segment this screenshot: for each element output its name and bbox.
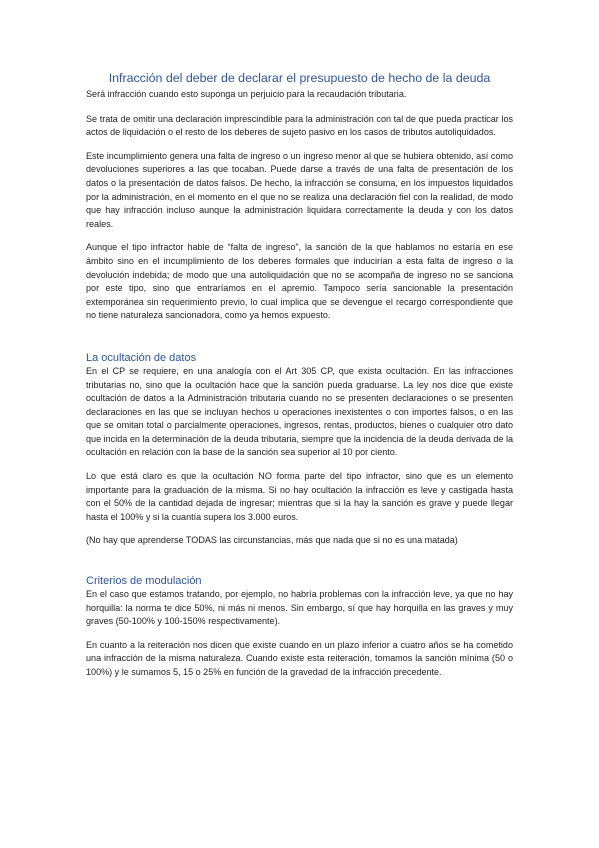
section-heading-criterios: Criterios de modulación (86, 575, 202, 588)
section2-paragraph-2: En cuanto a la reiteración nos dicen que existe cuando en un plazo inferior a cuatro años se ha cometido una infracción de la misma naturaleza. Cuando existe esta reiteración, tomamos la sanción mínima (50 o 100%) y le sumamos 5, 15 o 25% en función de la gravedad de la infracción precedente. (86, 639, 513, 677)
document-title: Infracción del deber de declarar el presupuesto de hecho de la deuda (108, 71, 491, 85)
section2-paragraph-1: En el caso que estamos tratando, por ejemplo, no habría problemas con la infracción leve, ya que no hay horquilla: la norma te dice 50%, ni más ni menos. Sin embargo, sí que hay horquilla en las graves y muy graves (50-100% y 100-150% respectivamente). (86, 589, 513, 627)
intro-paragraph-4: Aunque el tipo infractor hable de “falta de ingreso”, la sanción de la que hablamos no estaría en ese ámbito sino en el incumplimiento de los deberes formales que inducirían a esta falta de ingreso o la devolución indebida; de modo que una autoliquidación que no se acompaña de ingreso no se sanciona por este tipo, sino que entraríamos en el apremio. Tampoco sería sancionable la presentación extemporánea sin requerimiento previo, lo cual implica que se devengue el recargo correspondiente que no tiene naturaleza sancionadora, como ya hemos expuesto. (86, 242, 513, 321)
section1-paragraph-1: En el CP se requiere, en una analogía con el Art 305 CP, que exista ocultación. En las infracciones tributarias no, sino que la ocultación hace que la sanción pueda graduarse. La ley nos dice que existe ocultación de datos a la Administración tributaria cuando no se presenten declaraciones o se presenten declaraciones en las que se incluyan hechos u operaciones inexistentes o con importes falsos, o en las que se omitan total o parcialmente operaciones, ingresos, rentas, productos, bienes o cualquier otro dato que incida en la determinación de la deuda tributaria, siempre que la incidencia de la deuda derivada de la ocultación en relación con la base de la sanción sea superior al 10 por ciento. (86, 365, 513, 458)
section1-paragraph-2: Lo que está claro es que la ocultación NO forma parte del tipo infractor, sino que es un elemento importante para la graduación de la misma. Si no hay ocultación la infracción es leve y castigada hasta con el 50% de la cantidad dejada de ingresar; mientras que si la hay la sanción es grave y puede llegar hasta el 100% y si la cuantía supera los 3.000 euros. (86, 471, 513, 522)
intro-paragraph-3: Este incumplimiento genera una falta de ingreso o un ingreso menor al que se hubiera obtenido, así como devoluciones superiores a las que tocaban. Puede darse a través de una falta de presentación de los datos o la presentación de datos falsos. De hecho, la infracción se consuma, en los impuestos liquidados por la administración, en el momento en el que no se realiza una declaración fiel con la realidad, de modo que hay infracción incluso aunque la administración liquidara correctamente la deuda y con los datos reales. (86, 150, 513, 229)
intro-paragraph-1: Será infracción cuando esto suponga un perjuicio para la recaudación tributaria. (86, 89, 407, 99)
section-heading-ocultacion: La ocultación de datos (86, 351, 197, 364)
section1-paragraph-3: (No hay que aprenderse TODAS las circunstancias, más que nada que si no es una matada) (86, 535, 458, 546)
intro-paragraph-2: Se trata de omitir una declaración imprescindible para la administración con tal de que pueda practicar los actos de liquidación o el resto de los deberes de sujeto pasivo en los casos de tributos autoliquidados. (86, 113, 513, 138)
